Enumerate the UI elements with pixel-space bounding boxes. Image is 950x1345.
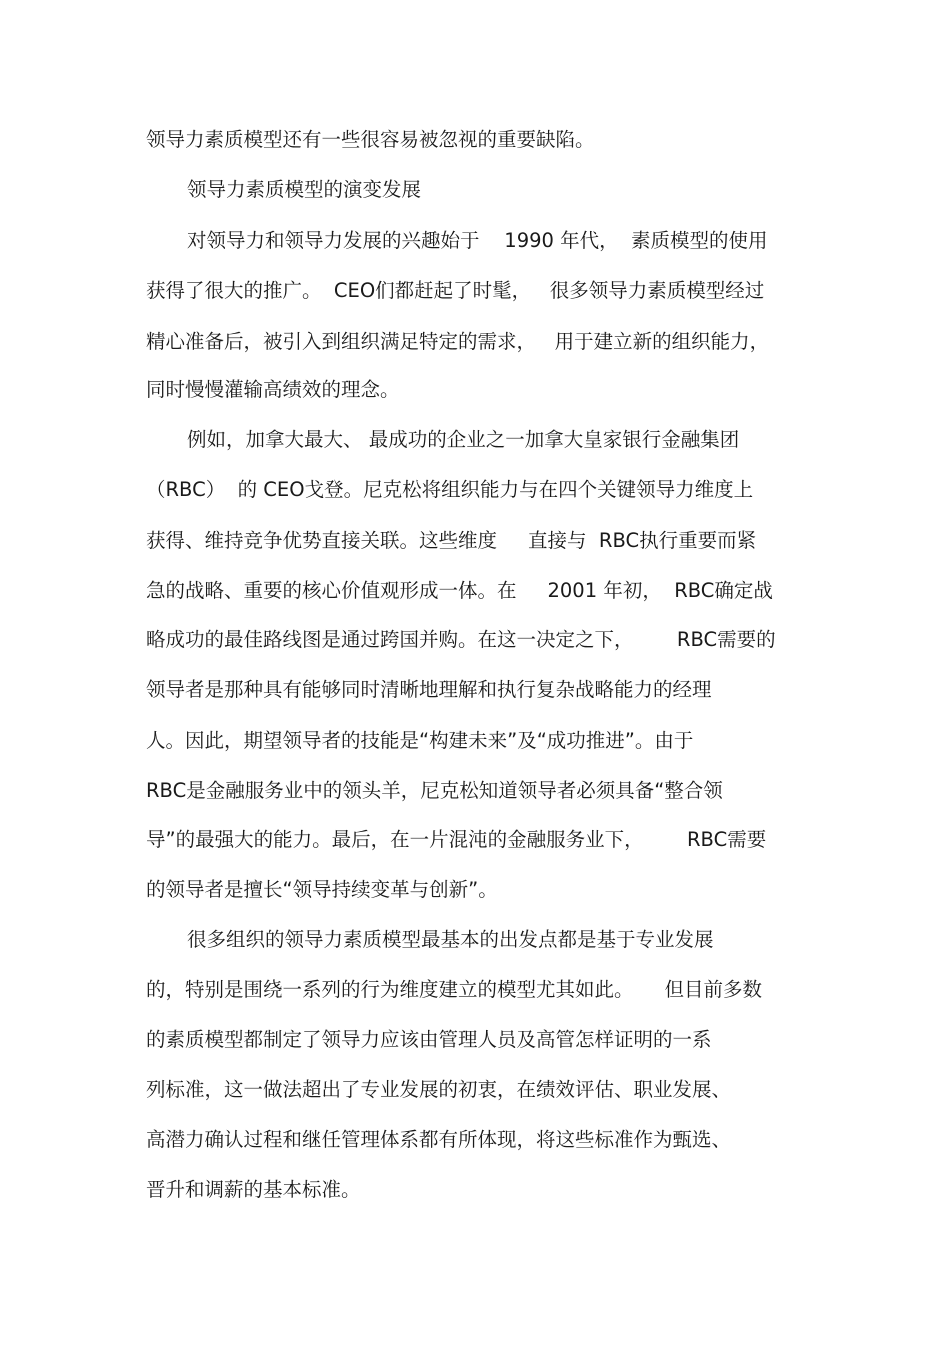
body-text-line: 很多组织的领导力素质模型最基本的出发点都是基于专业发展 xyxy=(187,928,714,951)
body-text-line: 获得、维持竞争优势直接关联。这些维度 直接与 RBC执行重要而紧 xyxy=(146,529,757,552)
body-text-line: 的素质模型都制定了领导力应该由管理人员及高管怎样证明的一系 xyxy=(146,1028,712,1051)
section-heading: 领导力素质模型的演变发展 xyxy=(187,178,422,201)
body-text-line: 对领导力和领导力发展的兴趣始于 1990 年代， 素质模型的使用 xyxy=(187,229,768,252)
body-text-line: （RBC） 的 CEO戈登。尼克松将组织能力与在四个关键领导力维度上 xyxy=(146,478,754,501)
body-text-line: 精心准备后，被引入到组织满足特定的需求， 用于建立新的组织能力， xyxy=(146,330,770,353)
body-text-line: 人。因此，期望领导者的技能是“构建未来”及“成功推进”。由于 xyxy=(146,729,694,752)
body-text-line: 列标准，这一做法超出了专业发展的初衷，在绩效评估、职业发展、 xyxy=(146,1078,732,1101)
body-text-line: 同时慢慢灌输高绩效的理念。 xyxy=(146,378,400,401)
body-text-line: 急的战略、重要的核心价值观形成一体。在 2001 年初， RBC确定战 xyxy=(146,579,773,602)
body-text-line: RBC是金融服务业中的领头羊，尼克松知道领导者必须具备“整合领 xyxy=(146,779,723,802)
body-text-line: 领导者是那种具有能够同时清晰地理解和执行复杂战略能力的经理 xyxy=(146,678,712,701)
body-text-line: 的领导者是擅长“领导持续变革与创新”。 xyxy=(146,878,498,901)
body-text-line: 获得了很大的推广。 CEO们都赶起了时髦， 很多领导力素质模型经过 xyxy=(146,279,765,302)
body-text-line: 晋升和调薪的基本标准。 xyxy=(146,1178,361,1201)
body-text-line: 领导力素质模型还有一些很容易被忽视的重要缺陷。 xyxy=(146,128,595,151)
body-text-line: 的，特别是围绕一系列的行为维度建立的模型尤其如此。 但目前多数 xyxy=(146,978,762,1001)
body-text-line: 高潜力确认过程和继任管理体系都有所体现，将这些标准作为甄选、 xyxy=(146,1128,732,1151)
body-text-line: 导”的最强大的能力。最后，在一片混沌的金融服务业下， RBC需要 xyxy=(146,828,767,851)
body-text-line: 例如，加拿大最大、 最成功的企业之一加拿大皇家银行金融集团 xyxy=(187,428,740,451)
body-text-line: 略成功的最佳路线图是通过跨国并购。在这一决定之下， RBC需要的 xyxy=(146,628,776,651)
